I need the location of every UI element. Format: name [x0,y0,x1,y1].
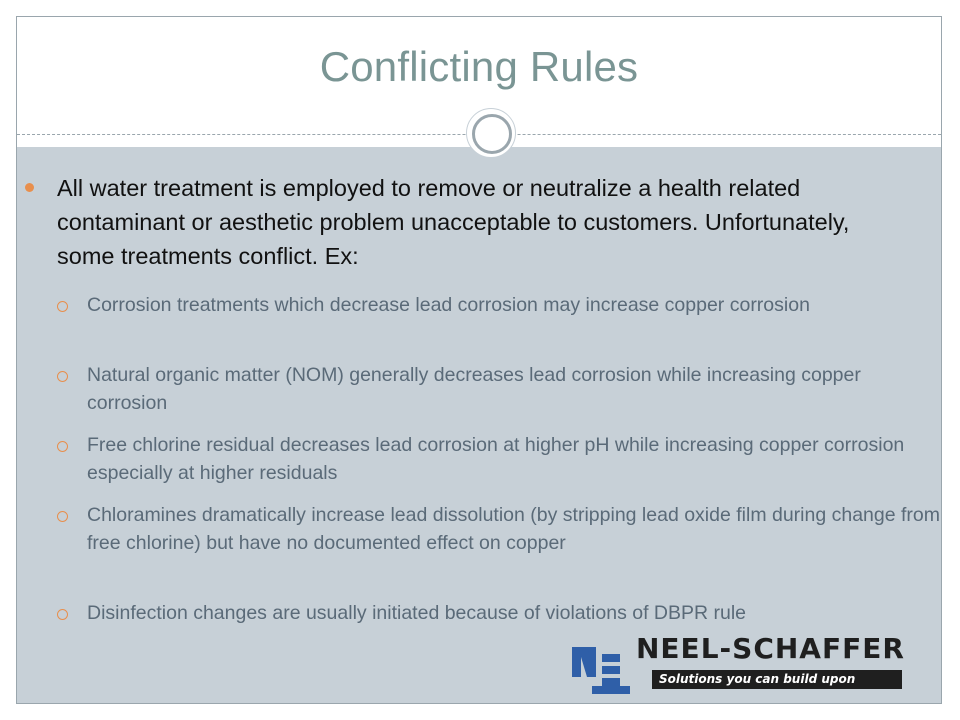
sub-bullet-3: Free chlorine residual decreases lead corrosion at higher pH while increasing copper corrosion especially at higher residuals [87,434,905,484]
main-bullet-text: All water treatment is employed to remove or neutralize a health related contaminant or aesthetic problem unacceptable to customers. Unfortunately, some treatments conflict. Ex: [57,175,850,269]
hollow-circle-icon [57,511,68,522]
logo-wordmark: NEEL-SCHAFFER [636,632,905,665]
hollow-circle-icon [57,441,68,452]
hollow-circle-icon [57,371,68,382]
circle-ring-icon [466,108,516,158]
ns-logo-mark-icon [572,630,632,696]
sub-bullet-1: Corrosion treatments which decrease lead corrosion may increase copper corrosion [87,294,810,316]
content-area [17,147,941,703]
sub-bullet-2: Natural organic matter (NOM) generally decreases lead corrosion while increasing copper corrosion [87,364,861,414]
sub-bullet-5: Disinfection changes are usually initiated because of violations of DBPR rule [87,602,747,624]
hollow-circle-icon [57,301,68,312]
filled-dot-icon [25,183,34,192]
hollow-circle-icon [57,609,68,620]
slide-frame [16,16,942,704]
logo-tagline: Solutions you can build upon [652,670,902,689]
slide-title: Conflicting Rules [319,43,639,90]
company-logo [572,630,916,696]
sub-bullet-4: Chloramines dramatically increase lead dissolution (by stripping lead oxide film during change from free chlorine) but have no documented effect on copper [87,504,941,554]
